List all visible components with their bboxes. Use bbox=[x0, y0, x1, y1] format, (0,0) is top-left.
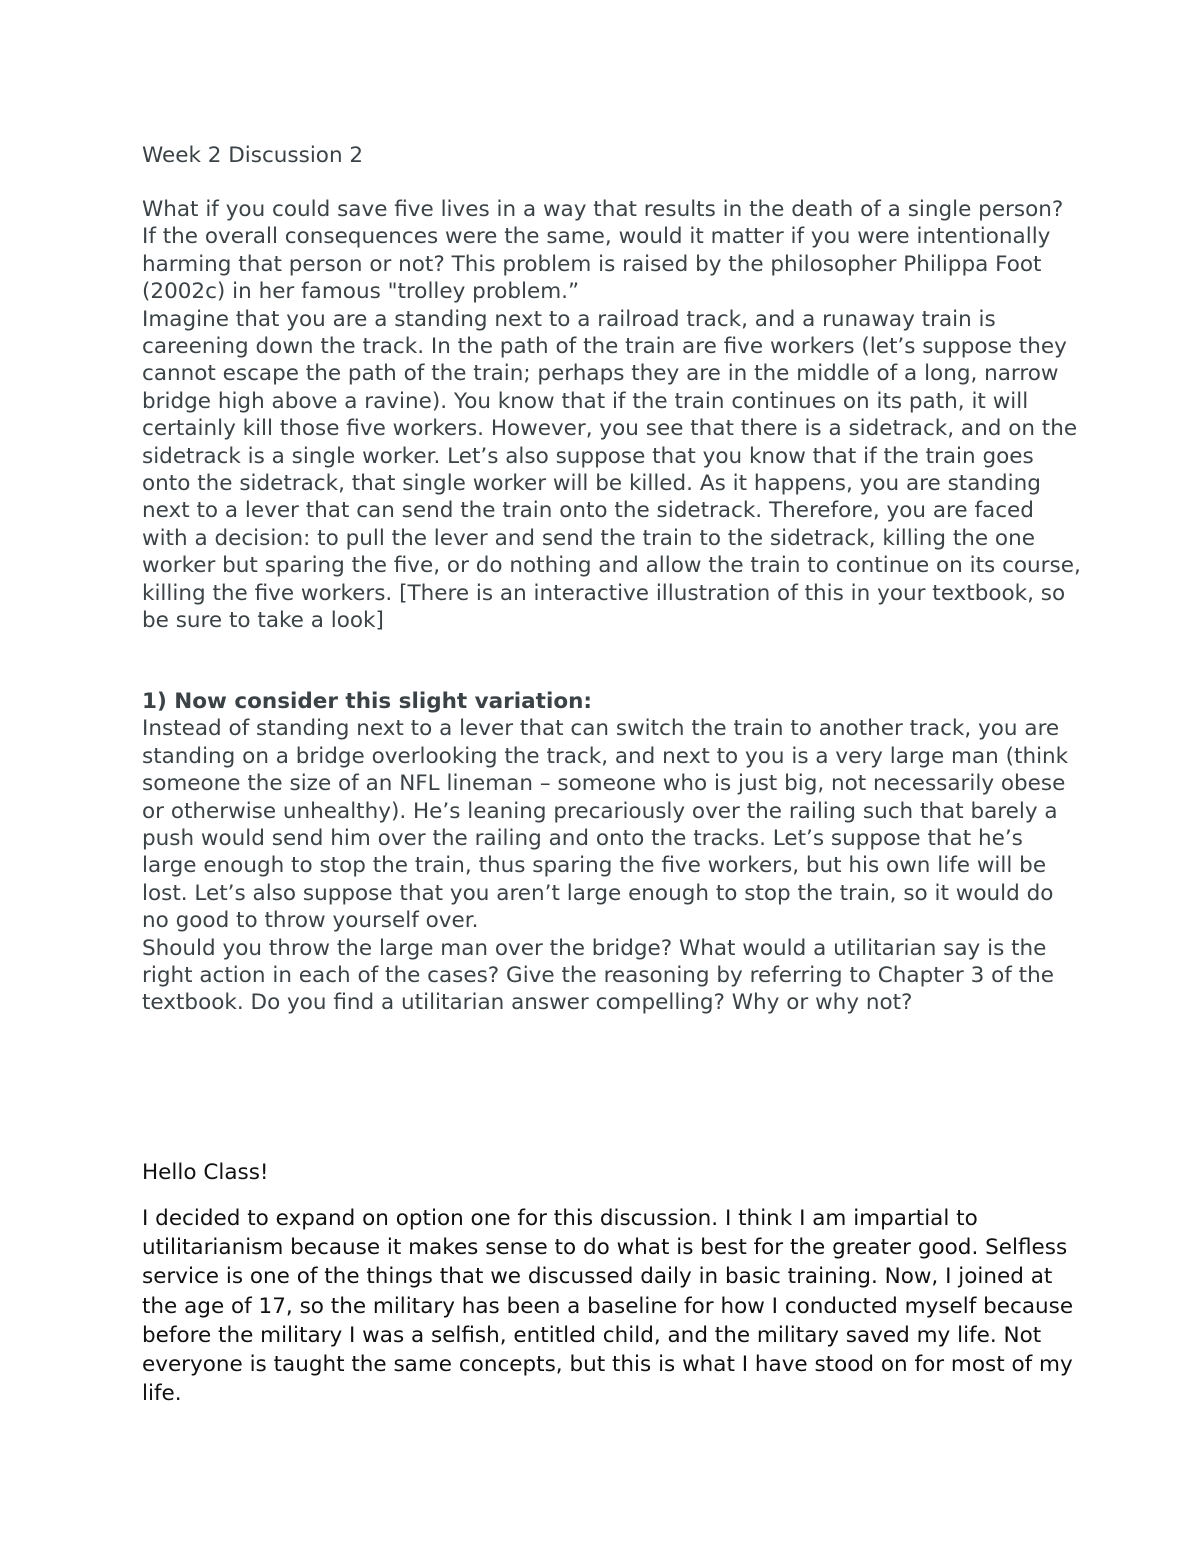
variation-paragraph: Instead of standing next to a lever that can switch the train to another track, you are standing on a bridge overlooking the track, and next to you is a very large man (think someone the size of an NFL lineman – someone who is just big, not necessarily obese or otherwise unhealthy). He’s leaning precariously over the railing such that barely a push would send him over the railing and onto the tracks. Let’s suppose that he’s large enough to stop the train, thus sparing the five workers, but his own life will be lost. Let’s also suppose that you aren’t large enough to stop the train, so it would do no good to throw yourself over. bbox=[142, 716, 1069, 934]
response-body: I decided to expand on option one for this discussion. I think I am impartial to utilitarianism because it makes sense to do what is best for the greater good. Selfless service is one of the things that we discussed daily in basic training. Now, I joined at the age of 17, so the military has been a baseline for how I conducted myself because before the military I was a selfish, entitled child, and the military saved my life. Not everyone is taught the same concepts, but this is what I have stood on for most of my life. bbox=[142, 1206, 1074, 1407]
prompt-scenario-paragraph: Imagine that you are a standing next to a railroad track, and a runaway train is careening down the track. In the path of the train are five workers (let’s suppose they cannot escape the path of the train; perhaps they are in the middle of a long, narrow bridge high above a ravine). You know that if the train continues on its path, it will certainly kill those five workers. However, you see that there is a sidetrack, and on the sidetrack is a single worker. Let’s also suppose that you know that if the train goes onto the sidetrack, that single worker will be killed. As it happens, you are standing next to a lever that can send the train onto the sidetrack. Therefore, you are faced with a decision: to pull the lever and send the train to the sidetrack, killing the one worker but sparing the five, or do nothing and allow the train to continue on its course, killing the five workers. [There is an interactive illustration of this in your textbook, so be sure to take a look] bbox=[142, 306, 1081, 634]
questions-paragraph: Should you throw the large man over the bridge? What would a utilitarian say is the right action in each of the cases? Give the reasoning by referring to Chapter 3 of the textbook. Do you find a utilitarian answer compelling? Why or why not? bbox=[142, 935, 1054, 1016]
variation-heading: 1) Now consider this slight variation: bbox=[142, 689, 592, 714]
response-greeting: Hello Class! bbox=[142, 1160, 269, 1185]
variation-section bbox=[142, 688, 1082, 1017]
prompt-intro-paragraph: What if you could save five lives in a way that results in the death of a single person? If the overall consequences were the same, would it matter if you were intentionally harming that person or not? This problem is raised by the philosopher Philippa Foot (2002c) in her famous "trolley problem.” bbox=[142, 197, 1064, 305]
prompt-section bbox=[142, 196, 1082, 635]
document-title: Week 2 Discussion 2 bbox=[142, 143, 364, 168]
